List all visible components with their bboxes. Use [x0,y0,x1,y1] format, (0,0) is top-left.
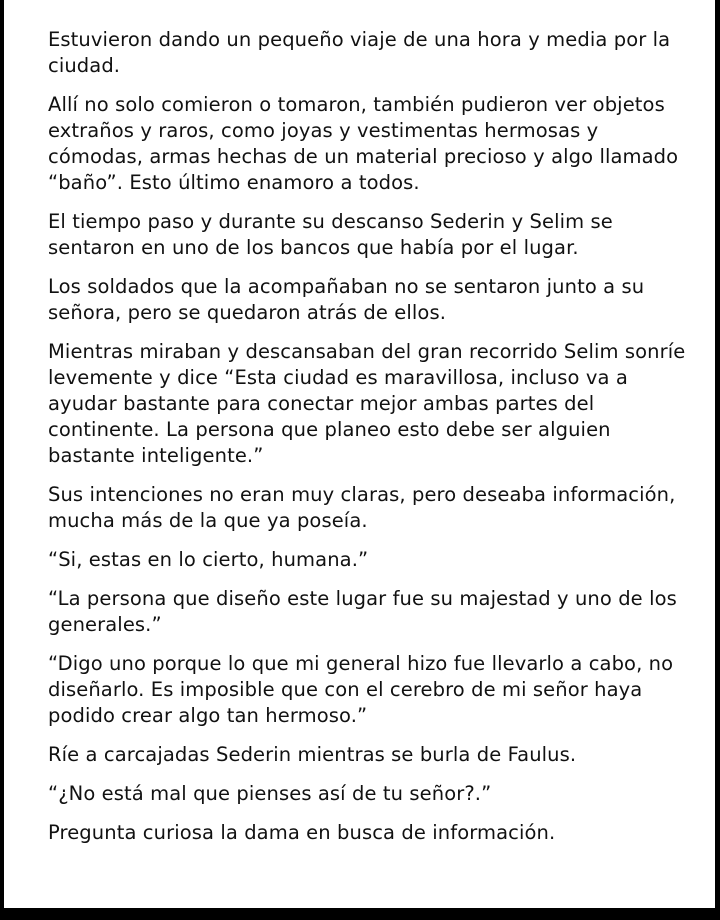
paragraph: Sus intenciones no eran muy claras, pero deseaba información, mucha más de la que ya poseía. [48,483,676,532]
paragraph: “¿No está mal que pienses así de tu señor?.” [48,782,492,805]
paragraph: Mientras miraban y descansaban del gran recorrido Selim sonríe levemente y dice “Esta ciudad es maravillosa, incluso va a ayudar bastante para conectar mejor ambas partes del continente. La persona que planeo esto debe ser alguien bastante inteligente.” [48,340,686,467]
paragraph: “La persona que diseño este lugar fue su majestad y uno de los generales.” [48,587,677,636]
paragraph: Pregunta curiosa la dama en busca de información. [48,821,556,844]
paragraph: El tiempo paso y durante su descanso Sederin y Selim se sentaron en uno de los bancos que había por el lugar. [48,210,613,259]
paragraph: Los soldados que la acompañaban no se sentaron junto a su señora, pero se quedaron atrás de ellos. [48,275,645,324]
paragraph: “Digo uno porque lo que mi general hizo fue llevarlo a cabo, no diseñarlo. Es imposible que con el cerebro de mi señor haya podido crear algo tan hermoso.” [48,652,674,727]
paragraph: Allí no solo comieron o tomaron, también pudieron ver objetos extraños y raros, como joyas y vestimentas hermosas y cómodas, armas hechas de un material precioso y algo llamado “baño”. Esto último enamoro a todos. [48,93,679,194]
paragraph: Estuvieron dando un pequeño viaje de una hora y media por la ciudad. [48,28,671,77]
document-page [4,0,715,908]
paragraph: Ríe a carcajadas Sederin mientras se burla de Faulus. [48,743,577,766]
paragraph: “Si, estas en lo cierto, humana.” [48,548,369,571]
